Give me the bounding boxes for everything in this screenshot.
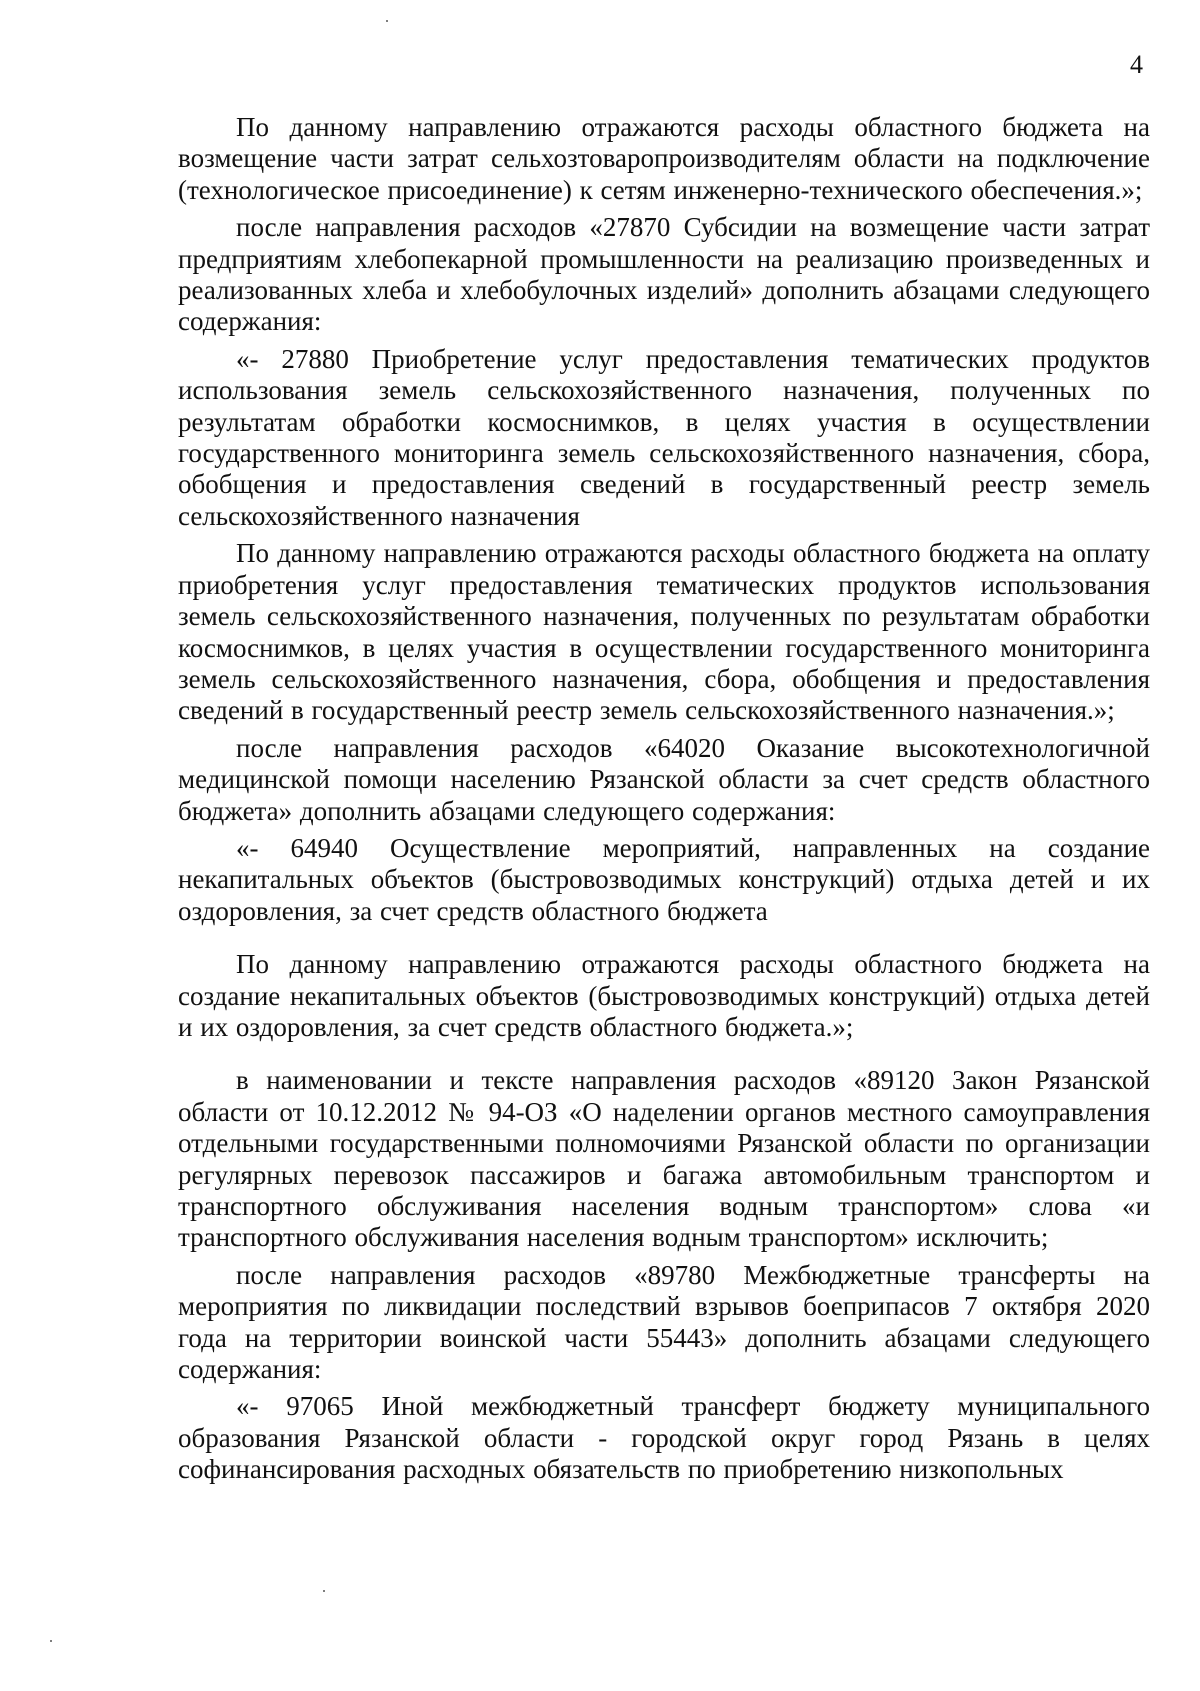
paragraph: в наименовании и тексте направления расходов «89120 Закон Рязанской области от 10.12.2012 № 94-ОЗ «О наделении органов местного самоуправления отдельными государственными полномочиями Рязанской области по организации регулярных перевозок пассажиров и багажа автомобильным транспортом и транспортного обслуживания населения водным транспортом» слова «и транспортного обслуживания населения водным транспортом» исключить;: [178, 1065, 1150, 1253]
paragraph: «- 97065 Иной межбюджетный трансферт бюджету муниципального образования Рязанской области - городской округ город Рязань в целях софинансирования расходных обязательств по приобретению низкопольных: [178, 1391, 1150, 1485]
document-body: [178, 112, 1150, 1486]
paragraph: после направления расходов «64020 Оказание высокотехнологичной медицинской помощи населению Рязанской области за счет средств областного бюджета» дополнить абзацами следующего содержания:: [178, 732, 1150, 826]
paragraph: после направления расходов «27870 Субсидии на возмещение части затрат предприятиям хлебопекарной промышленности на реализацию произведенных и реализованных хлеба и хлебобулочных изделий» дополнить абзацами следующего содержания:: [178, 212, 1150, 337]
paragraph: «- 64940 Осуществление мероприятий, направленных на создание некапитальных объектов (быстровозводимых конструкций) отдыха детей и их оздоровления, за счет средств областного бюджета: [178, 832, 1150, 926]
paragraph: По данному направлению отражаются расходы областного бюджета на возмещение части затрат сельхозтоваропроизводителям области на подключение (технологическое присоединение) к сетям инженерно-технического обеспечения.»;: [178, 112, 1150, 205]
paragraph: По данному направлению отражаются расходы областного бюджета на создание некапитальных объектов (быстровозводимых конструкций) отдыха детей и их оздоровления, за счет средств областного бюджета.»;: [178, 949, 1150, 1042]
paragraph: после направления расходов «89780 Межбюджетные трансферты на мероприятия по ликвидации последствий взрывов боеприпасов 7 октября 2020 года на территории воинской части 55443» дополнить абзацами следующего содержания:: [178, 1259, 1150, 1385]
scan-speck: [50, 1640, 52, 1642]
scan-speck: [323, 1590, 325, 1592]
page-number: 4: [1130, 50, 1143, 79]
paragraph: По данному направлению отражаются расходы областного бюджета на оплату приобретения услуг предоставления тематических продуктов использования земель сельскохозяйственного назначения, полученных по результатам обработки космоснимков, в целях участия в осуществлении государственного мониторинга земель сельскохозяйственного назначения, сбора, обобщения и предоставления сведений в государственный реестр земель сельскохозяйственного назначения.»;: [178, 538, 1150, 726]
scan-speck: [386, 20, 388, 22]
paragraph: «- 27880 Приобретение услуг предоставления тематических продуктов использования земель сельскохозяйственного назначения, полученных по результатам обработки космоснимков, в целях участия в осуществлении государственного мониторинга земель сельскохозяйственного назначения, сбора, обобщения и предоставления сведений в государственный реестр земель сельскохозяйственного назначения: [178, 343, 1150, 531]
